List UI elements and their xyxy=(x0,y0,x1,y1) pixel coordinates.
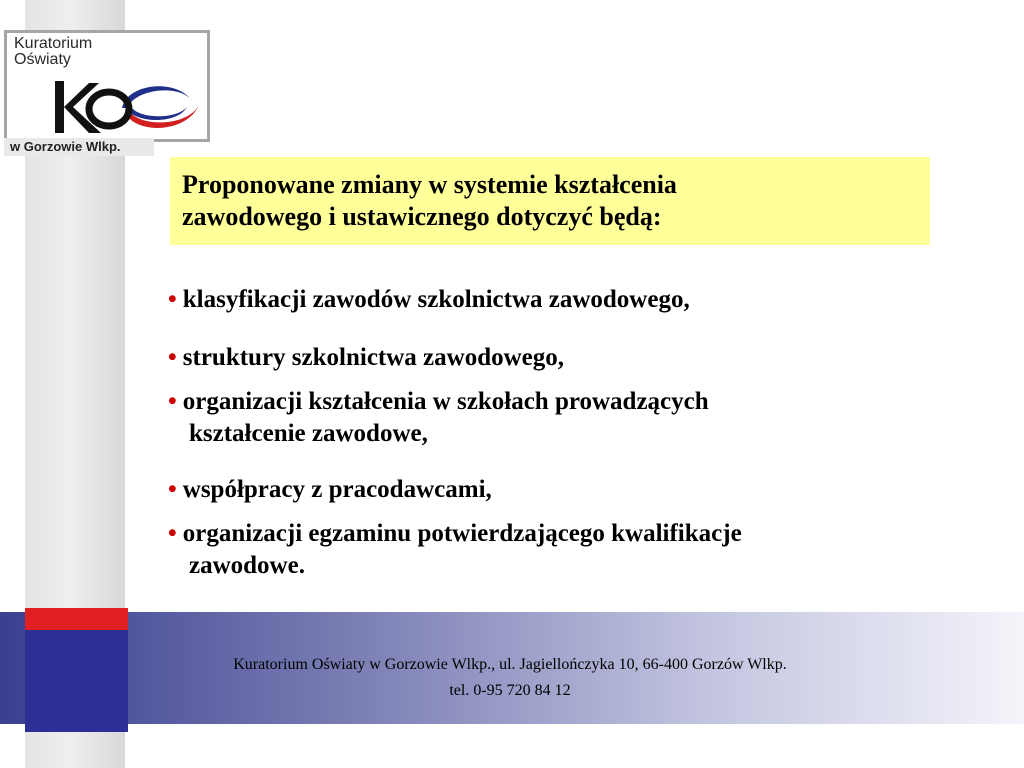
bullet-dot: • xyxy=(168,344,177,371)
footer-phone: tel. 0-95 720 84 12 xyxy=(449,682,571,699)
footer-red-accent xyxy=(25,608,128,630)
logo-city-label: w Gorzowie Wlkp. xyxy=(4,138,154,156)
bullet-dot: • xyxy=(168,388,177,415)
logo-title: Kuratorium Oświaty xyxy=(14,35,93,68)
bullet-text: współpracy z pracodawcami, xyxy=(182,476,492,503)
slide-title-line-2: zawodowego i ustawicznego dotyczyć będą: xyxy=(182,202,662,231)
bullet-text: klasyfikacji zawodów szkolnictwa zawodowego, xyxy=(182,286,690,313)
bullet-item xyxy=(168,474,928,506)
ko-emblem-icon xyxy=(27,73,202,143)
bullet-item xyxy=(168,342,928,374)
bullet-text-continued: zawodowe. xyxy=(189,552,305,579)
bullet-dot: • xyxy=(168,286,177,313)
bullet-text: organizacji egzaminu potwierdzającego kwalifikacje xyxy=(182,520,742,547)
bullet-item xyxy=(168,518,928,582)
bullet-text: struktury szkolnictwa zawodowego, xyxy=(182,344,565,371)
footer-blue-accent xyxy=(25,630,128,732)
bullet-dot: • xyxy=(168,476,177,503)
bullet-dot: • xyxy=(168,520,177,547)
kuratorium-logo xyxy=(4,30,210,158)
bullet-text: organizacji kształcenia w szkołach prowadzących xyxy=(182,388,709,415)
footer-address: Kuratorium Oświaty w Gorzowie Wlkp., ul. Jagiellończyka 10, 66-400 Gorzów Wlkp. xyxy=(233,656,787,673)
bullet-item xyxy=(168,386,928,450)
bullet-item xyxy=(168,284,928,316)
slide-title-line-1: Proponowane zmiany w systemie kształcenia xyxy=(182,170,677,199)
logo-panel xyxy=(4,30,210,142)
bullet-text-continued: kształcenie zawodowe, xyxy=(189,420,428,447)
slide-title-box xyxy=(170,157,930,245)
